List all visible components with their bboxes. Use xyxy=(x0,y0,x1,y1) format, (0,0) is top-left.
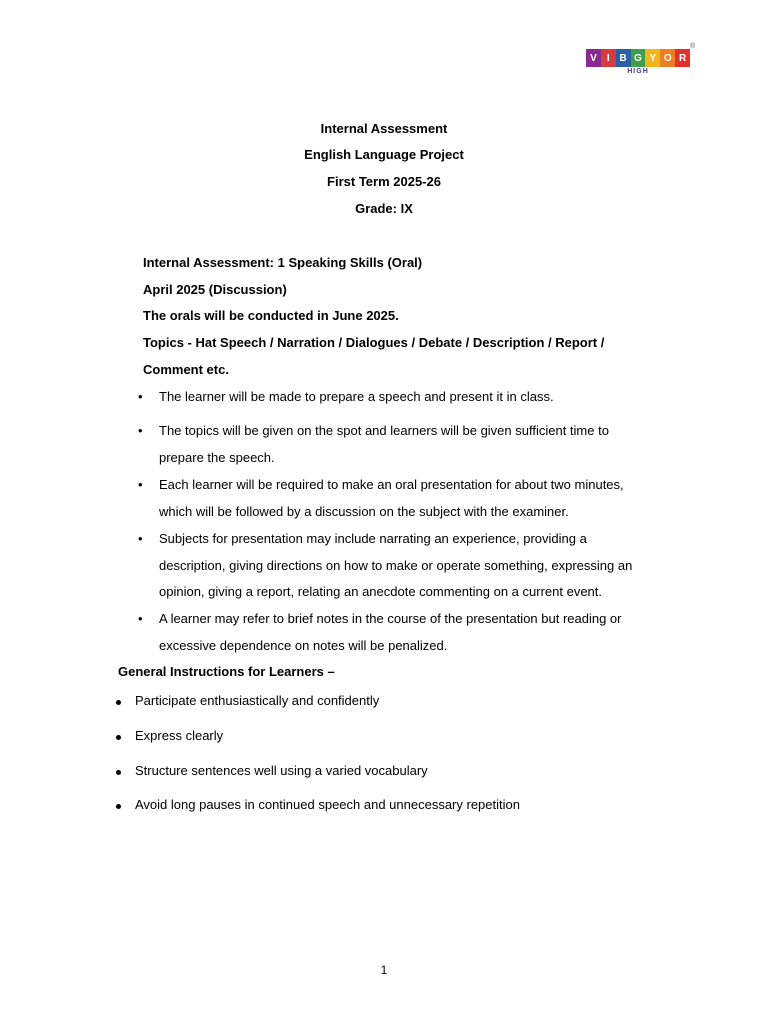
bullet-marker: • xyxy=(138,531,143,546)
page-number: 1 xyxy=(380,963,388,977)
vibgyor-logo xyxy=(586,43,696,79)
assessment-heading: Internal Assessment: 1 Speaking Skills (Oral) xyxy=(143,255,423,270)
bullet-4-line-1: Subjects for presentation may include narrating an experience, providing a xyxy=(159,531,587,546)
logo-letter-y: Y xyxy=(645,49,660,67)
bullet-dot xyxy=(116,700,121,705)
logo-tiles xyxy=(586,49,690,67)
title-internal-assessment: Internal Assessment xyxy=(320,121,448,136)
title-term: First Term 2025-26 xyxy=(327,174,441,189)
instruction-item: Avoid long pauses in continued speech and unnecessary repetition xyxy=(135,797,520,812)
bullet-4-line-2: description, giving directions on how to make or operate something, expressing an xyxy=(159,558,633,573)
bullet-3-line-2: which will be followed by a discussion on the subject with the examiner. xyxy=(159,504,569,519)
logo-letter-b: B xyxy=(616,49,631,67)
assessment-date: April 2025 (Discussion) xyxy=(143,282,287,297)
bullet-marker: • xyxy=(138,611,143,626)
bullet-dot xyxy=(116,804,121,809)
bullet-3-line-1: Each learner will be required to make an oral presentation for about two minutes, xyxy=(159,477,624,492)
general-instructions-heading: General Instructions for Learners – xyxy=(118,664,335,679)
bullet-5-line-2: excessive dependence on notes will be penalized. xyxy=(159,638,448,653)
registered-mark: ® xyxy=(690,43,696,50)
logo-letter-v: V xyxy=(586,49,601,67)
assessment-conduct: The orals will be conducted in June 2025. xyxy=(143,308,399,323)
bullet-1-line-1: The learner will be made to prepare a speech and present it in class. xyxy=(159,389,554,404)
assessment-topics-cont: Comment etc. xyxy=(143,362,229,377)
title-project: English Language Project xyxy=(304,147,464,162)
logo-letter-r: R xyxy=(675,49,690,67)
logo-letter-i: I xyxy=(601,49,616,67)
bullet-5-line-1: A learner may refer to brief notes in the course of the presentation but reading or xyxy=(159,611,622,626)
instruction-item: Structure sentences well using a varied vocabulary xyxy=(135,763,428,778)
bullet-marker: • xyxy=(138,423,143,438)
logo-subtitle: HIGH xyxy=(627,68,649,75)
bullet-4-line-3: opinion, giving a report, relating an anecdote commenting on a current event. xyxy=(159,584,602,599)
bullet-marker: • xyxy=(138,477,143,492)
bullet-dot xyxy=(116,770,121,775)
bullet-dot xyxy=(116,735,121,740)
bullet-2-line-1: The topics will be given on the spot and learners will be given sufficient time to xyxy=(159,423,609,438)
instruction-item: Express clearly xyxy=(135,728,224,743)
logo-letter-g: G xyxy=(631,49,646,67)
bullet-2-line-2: prepare the speech. xyxy=(159,450,275,465)
assessment-topics: Topics - Hat Speech / Narration / Dialogues / Debate / Description / Report / xyxy=(143,335,605,350)
title-grade: Grade: IX xyxy=(355,201,413,216)
bullet-marker: • xyxy=(138,389,143,404)
instruction-item: Participate enthusiastically and confidently xyxy=(135,693,380,708)
logo-letter-o: O xyxy=(660,49,675,67)
